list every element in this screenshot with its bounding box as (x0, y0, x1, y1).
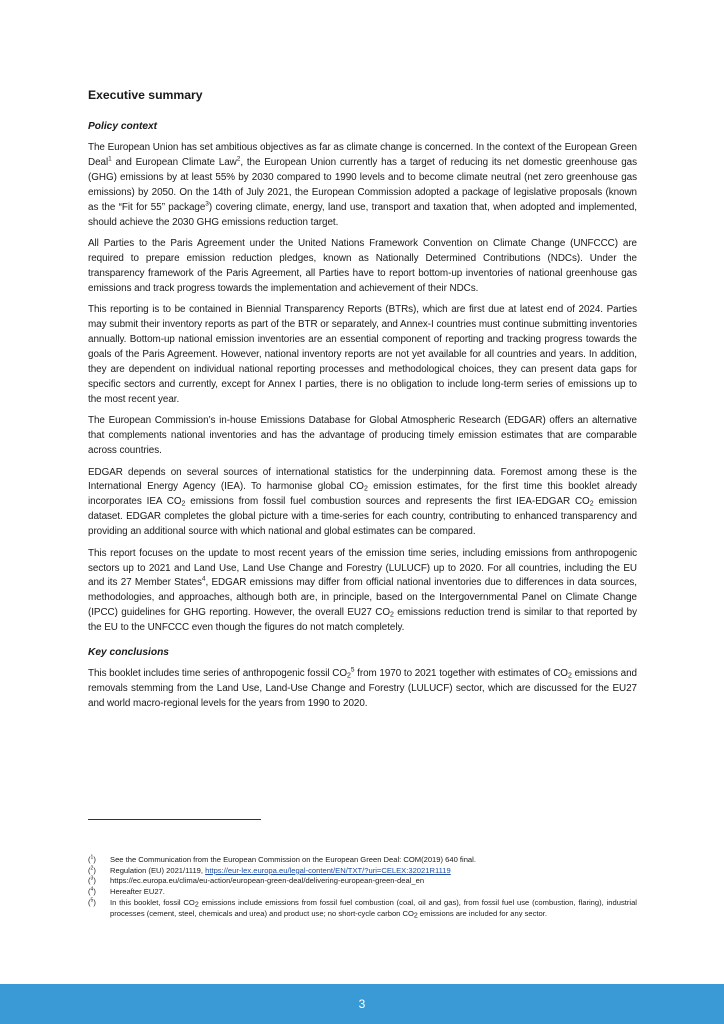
footer-bar (0, 984, 724, 1024)
footnote-5: ($^5$) In this booklet, fossil CO2 emissions include emissions from fossil fuel combustion (coal, oil and gas), from fossil fuel use (combustion, flaring), industrial processes (cement, steel, chemicals and urea) and product use; no short-cycle carbon CO2 emissions are included for any sector. (88, 897, 637, 920)
paragraph-report-focus: This report focuses on the update to most recent years of the emission time series, including emissions from anthropogenic sectors up to 2021 and Land Use, Land Use Change and Forestry (LULUCF) up to 2020. For all countries, including the EU and its 27 Member States$^4$, EDGAR emissions may differ from official national inventories due to differences in data sources, methodologies, and approaches, although both are, in principle, based on the Intergovernmental Panel on Climate Change (IPCC) guidelines for GHG reporting. However, the overall EU27 $CO_2$ emissions reduction trend is similar to that reported by the EU to the UNFCCC even though the figures do not match completely. (88, 547, 637, 634)
footnote-1: ($^1$) See the Communication from the European Commission on the European Green Deal: COM(2019) 640 final. (88, 854, 476, 864)
paragraph-edgar-sources: EDGAR depends on several sources of international statistics for the underpinning data. Foremost among these is the International Energy Agency (IEA). To harmonise global $CO_2$ emission estimates, for the first time this booklet already incorporates IEA $CO_2$ emissions from fossil fuel combustion sources and represents the first IEA-EDGAR $CO_2$ emission dataset. EDGAR completes the global picture with a time-series for each country, contributing to enhanced transparency and providing an additional source with which national and global estimates can be compared. (88, 466, 638, 538)
paragraph-eu-objectives: The European Union has set ambitious objectives as far as climate change is concerned. In the context of the European Green Deal$^1$ and European Climate Law$^2$, the European Union currently has a target of reducing its net domestic greenhouse gas (GHG) emissions by at least 55% by 2030 compared to 1990 levels and to become climate neutral (net zero greenhouse gas emissions) by 2050. On the 14th of July 2021, the European Commission adopted a package of legislative proposals (known as the “Fit for 55” package$^3$) covering climate, energy, land use, transport and taxation that, when adopted and implemented, should achieve the 2030 GHG emissions reduction target. (88, 142, 637, 228)
footnote-ref-4: 4 (201, 576, 206, 584)
footnote-ref-5: 5 (350, 666, 355, 674)
page-number: 3 (358, 997, 366, 1011)
footnotes (88, 855, 637, 919)
paragraph-btr-reporting: This reporting is to be contained in Biennial Transparency Reports (BTRs), which are first due at latest end of 2024. Parties may submit their inventory reports as part of the BTR or separately, and Annex-I countries must continue submitting inventories annually. Bottom-up national emission inventories are an essential component of reporting and tracking progress towards the goals of the Paris Agreement. However, national inventory reports are not yet available for all countries and years. In addition, they are dependent on individual national reporting processes and methodological choices, they can present data gaps for specific sectors and currently, except for Annex I parties, there is no obligation to include long-term series of emissions up to the most recent year. (88, 304, 637, 405)
page-title: Executive summary (88, 88, 203, 102)
page-body (88, 88, 637, 718)
footnote-ref-2: 2 (236, 155, 241, 163)
footnote-ref-3: 3 (205, 200, 209, 208)
section-heading-key-conclusions: Key conclusions (88, 647, 169, 659)
paragraph-paris-agreement: All Parties to the Paris Agreement under the United Nations Framework Convention on Climate Change (UNFCCC) are required to prepare emission reduction pledges, known as Nationally Determined Contributions (NDCs). Under the transparency framework of the Paris Agreement, all Parties have to report bottom-up inventories of national greenhouse gas emissions and track progress towards the implementation and achievement of their NDCs. (88, 238, 637, 294)
paragraph-edgar-intro: The European Commission’s in-house Emissions Database for Global Atmospheric Research (EDGAR) offers an alternative that complements national inventories and has the advantage of producing timely emission estimates that are comparable across countries. (88, 415, 637, 456)
regulation-link[interactable]: https://eur-lex.europa.eu/legal-content/EN/TXT/?uri=CELEX:32021R1119 (205, 865, 451, 875)
paragraph-key-conclusions: This booklet includes time series of anthropogenic fossil $CO_2^5$ from 1970 to 2021 together with estimates of $CO_2$ emissions and removals stemming from the Land Use, Land-Use Change and Forestry (LULUCF) sector, which are discussed for the EU27 and world macro-regional levels for the years from 1990 to 2020. (88, 666, 637, 709)
footnote-2: ($^2$) Regulation (EU) 2021/1119, https://eur-lex.europa.eu/legal-content/EN/TXT/?uri=CELEX:32021R1119 (88, 865, 451, 875)
footnote-3: ($^3$) https://ec.europa.eu/clima/eu-action/european-green-deal/delivering-european-green-deal_en (88, 875, 425, 886)
footnote-separator (88, 819, 261, 820)
footnote-ref-1: 1 (108, 155, 112, 163)
section-heading-policy-context: Policy context (88, 121, 158, 132)
footnote-4: ($^4$) Hereafter EU27. (88, 886, 165, 897)
